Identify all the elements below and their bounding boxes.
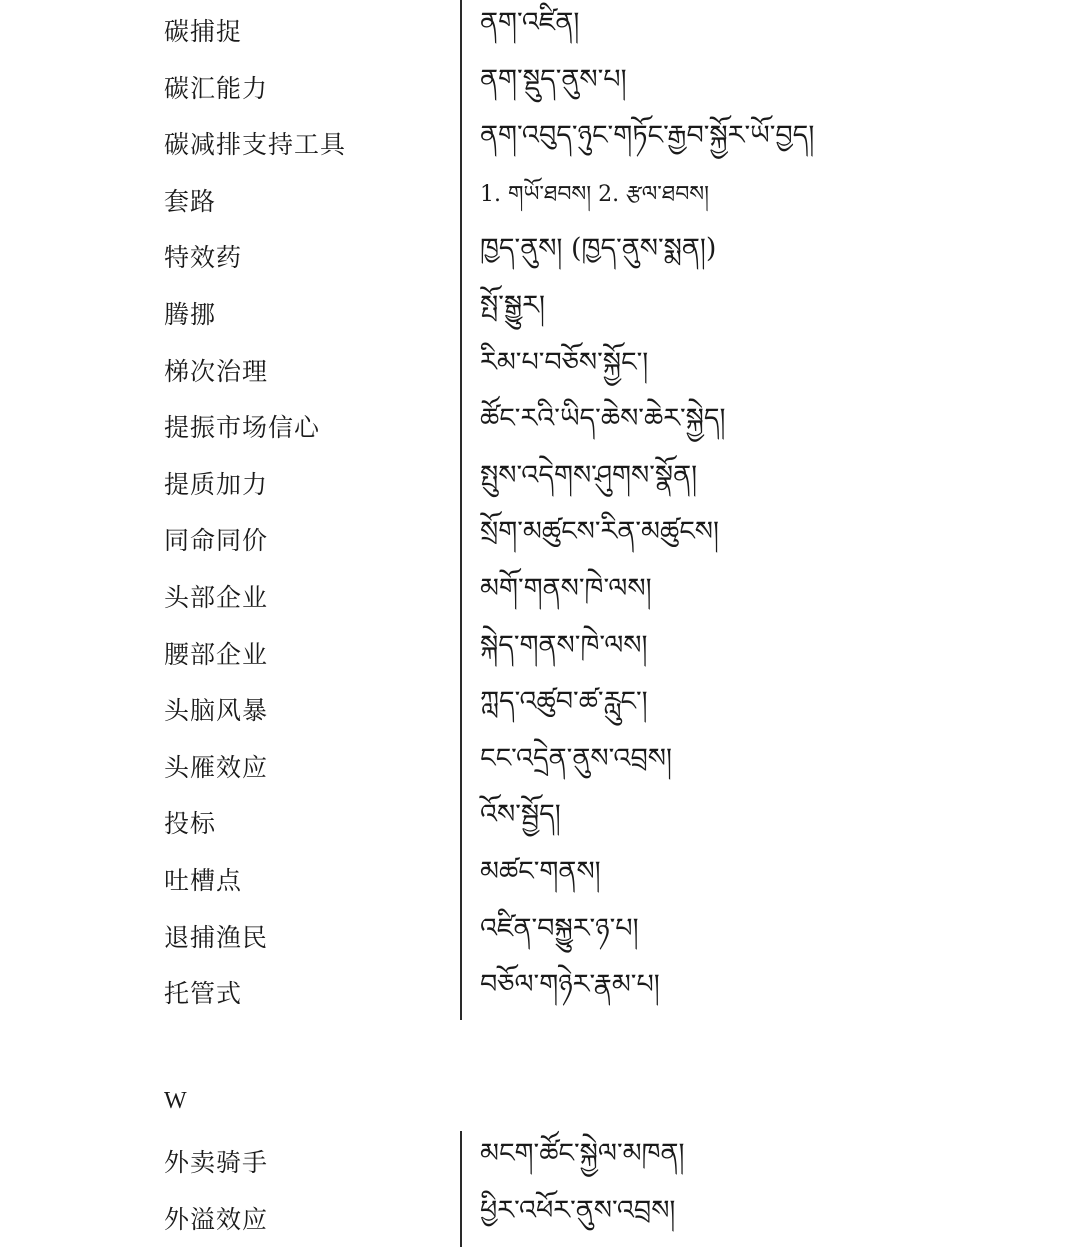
tibetan-translation: ཀླད་འཚུབ་ཚ་རླུང་། (480, 686, 648, 718)
chinese-term: 梯次治理 (164, 356, 269, 386)
chinese-term: 套路 (164, 186, 217, 216)
chinese-term: 提质加力 (164, 469, 269, 499)
tibetan-translation: 1. གཡོ་ཐབས། 2. རྩལ་ཐབས། (480, 181, 710, 207)
tibetan-translation: མགོ་གནས་ཁེ་ལས། (480, 573, 652, 604)
chinese-term: 腰部企业 (164, 639, 269, 669)
tibetan-translation: མཚང་གནས། (480, 856, 601, 887)
chinese-term: 托管式 (164, 979, 243, 1009)
chinese-term: 碳减排支持工具 (164, 130, 347, 160)
chinese-term: 头雁效应 (164, 752, 269, 782)
tibetan-translation: ངང་འདྲེན་ནུས་འབྲས། (480, 742, 672, 774)
chinese-term: 腾挪 (164, 300, 217, 329)
tibetan-translation: བཅོལ་གཉེར་རྣམ་པ། (480, 969, 660, 1001)
tibetan-translation: སྤོ་སྒྱུར། (480, 290, 545, 321)
chinese-term: 特效药 (164, 243, 243, 273)
chinese-term: 同命同价 (164, 526, 269, 556)
tibetan-translation: ནག་འཛིན། (480, 7, 580, 38)
chinese-term: 外卖骑手 (164, 1148, 269, 1177)
tibetan-translation: ཚོང་རའི་ཡིད་ཆེས་ཆེར་སྐྱེད། (480, 403, 726, 435)
chinese-term: 头脑风暴 (164, 696, 269, 726)
letter-heading: W (164, 1088, 187, 1114)
tibetan-translation: ནག་འབུད་ཉུང་གཏོང་རྒྱབ་སྐྱོར་ཡོ་བྱད། (480, 120, 815, 152)
chinese-term: 碳捕捉 (164, 17, 243, 46)
glossary-row (0, 964, 1080, 1020)
tibetan-translation: ཕྱིར་འཕོར་ནུས་འབྲས། (480, 1195, 676, 1226)
glossary-row (0, 115, 1080, 171)
chinese-term: 退捕渔民 (164, 922, 269, 952)
chinese-term: 投标 (164, 809, 217, 839)
tibetan-translation: ནག་སྡུད་ནུས་པ། (480, 63, 627, 95)
chinese-term: 头部企业 (164, 583, 269, 612)
tibetan-translation: འོས་སྦྱོད། (480, 799, 561, 831)
chinese-term: 提振市场信心 (164, 413, 321, 443)
chinese-term: 外溢效应 (164, 1205, 269, 1234)
glossary-row (0, 1190, 1080, 1246)
tibetan-translation: མངག་ཚོང་སྐྱེལ་མཁན། (480, 1138, 685, 1169)
tibetan-translation: སྤུས་འདེགས་ཤུགས་སྣོན། (480, 459, 698, 491)
chinese-term: 吐槽点 (164, 866, 243, 895)
chinese-term: 碳汇能力 (164, 73, 269, 103)
tibetan-translation: འཛིན་བསྐྱུར་ཉ་པ། (480, 912, 639, 944)
tibetan-translation: སྐེད་གནས་ཁེ་ལས། (480, 629, 648, 661)
tibetan-translation: རིམ་པ་བཅོས་སྐྱོང་། (480, 346, 649, 378)
tibetan-translation: ཁྱད་ནུས། (ཁྱད་ནུས་སྨན།) (480, 233, 717, 265)
tibetan-translation: སྲོག་མཚུངས་རིན་མཚུངས། (480, 516, 720, 548)
